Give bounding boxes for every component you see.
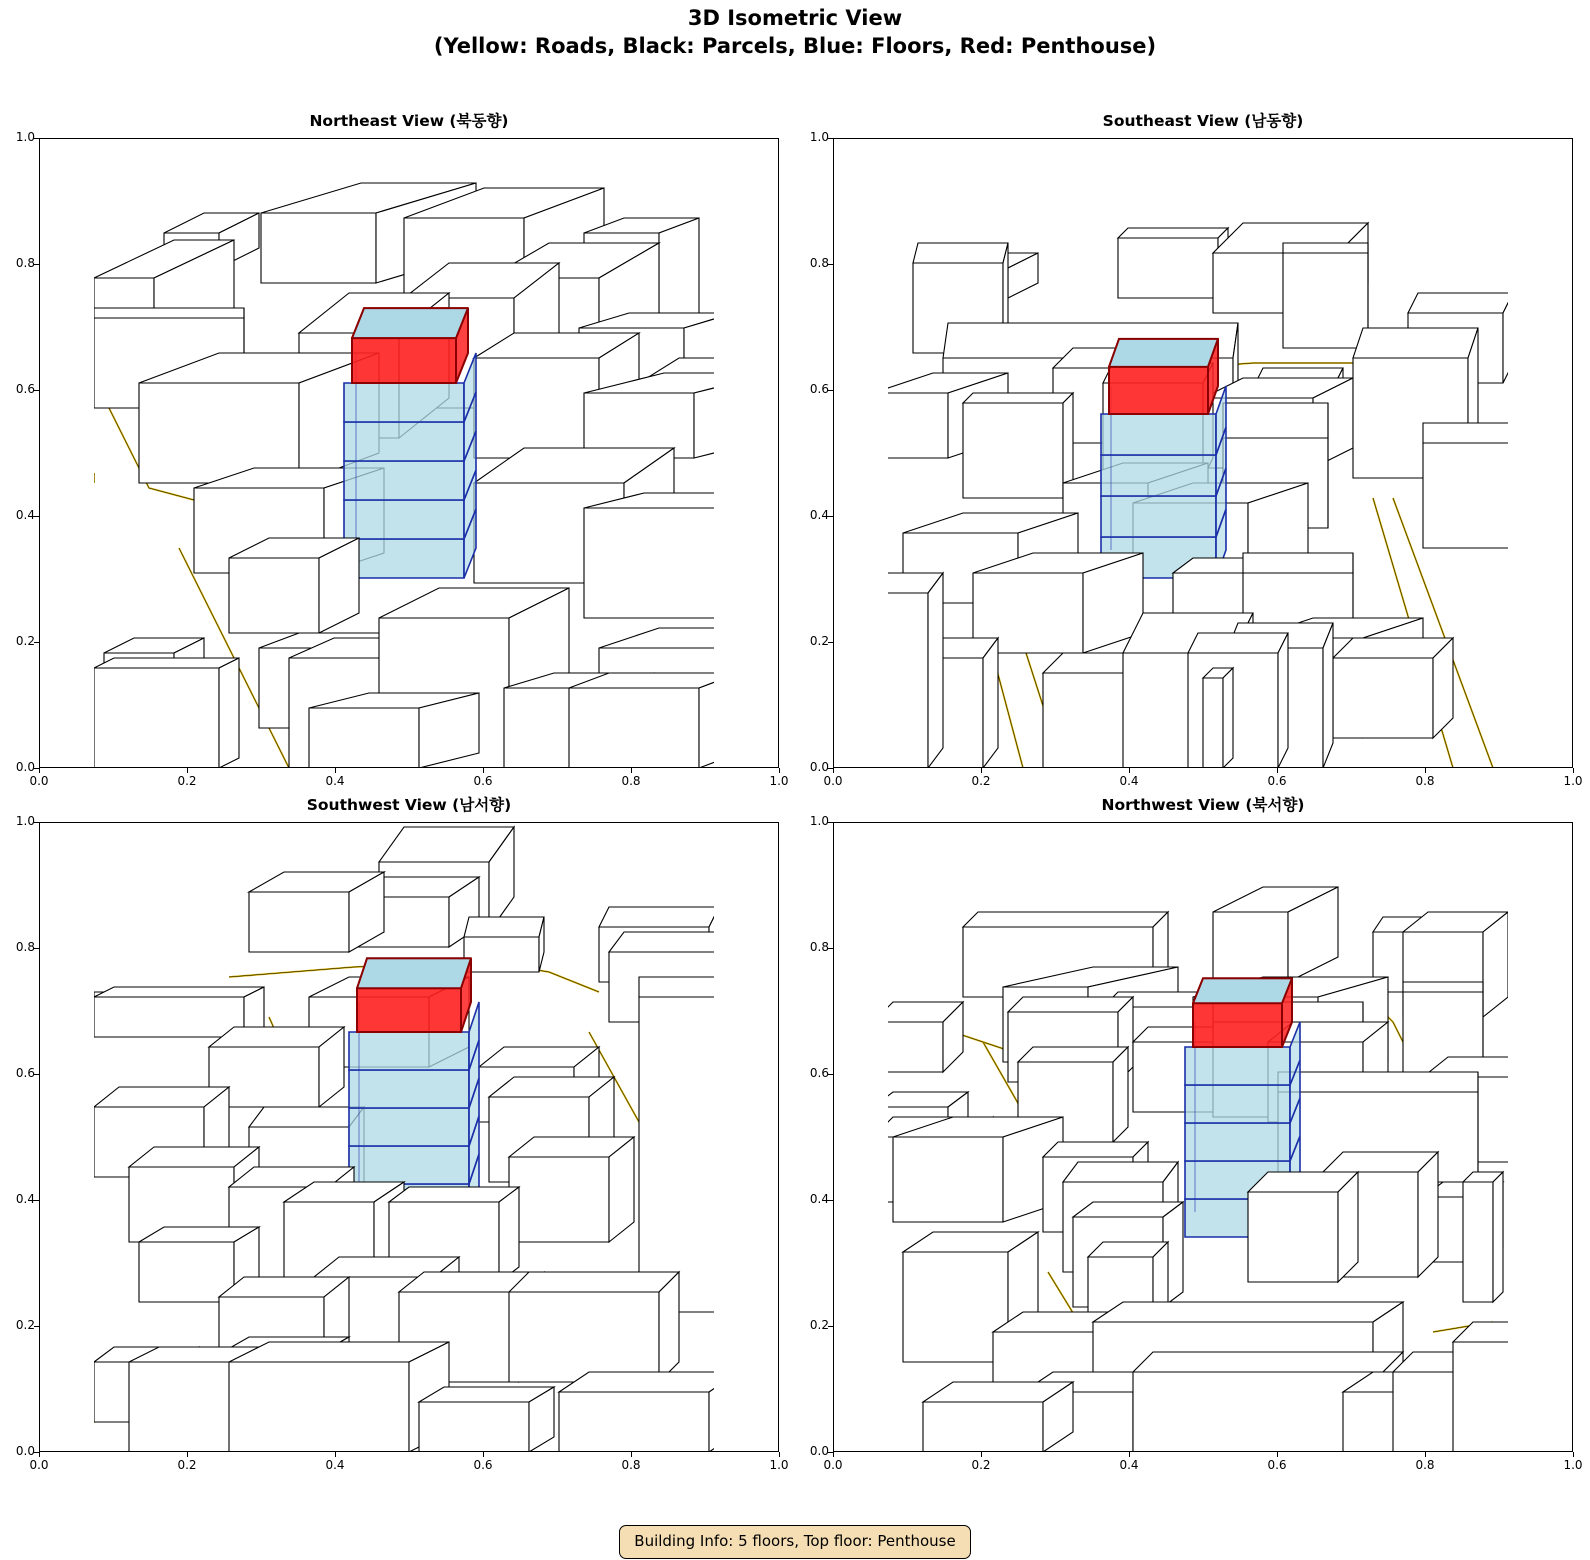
x-tick-mark [1129, 1452, 1130, 1457]
panel-title: Southeast View (남동향) [1102, 112, 1304, 130]
x-tick-label: 1.0 [769, 1458, 789, 1472]
y-tick-label: 0.6 [15, 382, 35, 396]
x-tick-label: 1.0 [1563, 774, 1583, 788]
x-tick-label: 0.2 [177, 1458, 197, 1472]
x-tick-label: 0.2 [971, 1458, 991, 1472]
x-tick-label: 0.0 [823, 774, 843, 788]
x-tick-label: 0.2 [177, 774, 197, 788]
panel-southeast-view [809, 112, 1583, 788]
x-tick-mark [1277, 1452, 1278, 1457]
x-tick-label: 0.8 [1415, 774, 1435, 788]
y-tick-label: 0.6 [15, 1066, 35, 1080]
x-tick-label: 0.8 [1415, 1458, 1435, 1472]
axes-frame [833, 822, 1573, 1452]
x-tick-label: 0.0 [29, 774, 49, 788]
y-tick-label: 0.2 [809, 1318, 829, 1332]
y-tick-label: 0.6 [809, 382, 829, 396]
x-tick-mark [833, 1452, 834, 1457]
axes-frame [39, 138, 779, 768]
axes-frame [833, 138, 1573, 768]
panel-northeast-view [15, 112, 789, 788]
x-tick-mark [1573, 1452, 1574, 1457]
x-tick-label: 1.0 [769, 774, 789, 788]
x-tick-mark [1573, 768, 1574, 773]
y-tick-label: 0.0 [809, 760, 829, 774]
panel-southwest-view [15, 796, 789, 1472]
panel-northwest-view [809, 796, 1583, 1472]
x-tick-label: 0.4 [1119, 774, 1139, 788]
y-tick-label: 0.4 [15, 508, 35, 522]
y-tick-label: 0.0 [15, 1444, 35, 1458]
x-tick-mark [833, 768, 834, 773]
x-tick-mark [1425, 768, 1426, 773]
y-tick-label: 0.0 [809, 1444, 829, 1458]
x-tick-mark [187, 1452, 188, 1457]
x-tick-label: 0.2 [971, 774, 991, 788]
y-tick-label: 0.4 [809, 508, 829, 522]
x-tick-mark [981, 1452, 982, 1457]
axes-frame [39, 822, 779, 1452]
x-tick-mark [483, 1452, 484, 1457]
x-tick-mark [39, 1452, 40, 1457]
x-tick-mark [631, 768, 632, 773]
x-tick-label: 1.0 [1563, 1458, 1583, 1472]
y-tick-label: 1.0 [15, 814, 35, 828]
x-tick-mark [1277, 768, 1278, 773]
x-tick-label: 0.6 [473, 774, 493, 788]
y-tick-label: 0.8 [809, 256, 829, 270]
x-tick-label: 0.0 [823, 1458, 843, 1472]
y-tick-label: 0.8 [809, 940, 829, 954]
y-tick-label: 0.6 [809, 1066, 829, 1080]
x-tick-mark [1425, 1452, 1426, 1457]
y-tick-label: 0.2 [15, 634, 35, 648]
y-tick-label: 0.4 [15, 1192, 35, 1206]
y-tick-label: 0.2 [15, 1318, 35, 1332]
x-tick-label: 0.4 [325, 774, 345, 788]
x-tick-label: 0.8 [621, 1458, 641, 1472]
y-tick-label: 0.8 [15, 940, 35, 954]
x-tick-mark [483, 768, 484, 773]
x-tick-mark [779, 768, 780, 773]
x-tick-mark [1129, 768, 1130, 773]
y-tick-label: 1.0 [809, 130, 829, 144]
x-tick-label: 0.6 [1267, 774, 1287, 788]
panel-title: Northeast View (북동향) [309, 112, 509, 130]
x-tick-mark [187, 768, 188, 773]
y-tick-label: 0.4 [809, 1192, 829, 1206]
y-tick-label: 0.8 [15, 256, 35, 270]
x-tick-label: 0.4 [1119, 1458, 1139, 1472]
x-tick-label: 0.6 [1267, 1458, 1287, 1472]
y-tick-label: 0.0 [15, 760, 35, 774]
building-info-box: Building Info: 5 floors, Top floor: Penthouse [619, 1525, 971, 1559]
y-tick-label: 1.0 [809, 814, 829, 828]
x-tick-mark [39, 768, 40, 773]
x-tick-label: 0.4 [325, 1458, 345, 1472]
x-tick-mark [981, 768, 982, 773]
x-tick-label: 0.8 [621, 774, 641, 788]
x-tick-mark [631, 1452, 632, 1457]
y-tick-label: 1.0 [15, 130, 35, 144]
panel-title: Southwest View (남서향) [306, 796, 512, 814]
panel-title: Northwest View (북서향) [1101, 796, 1305, 814]
y-tick-label: 0.2 [809, 634, 829, 648]
x-tick-mark [335, 768, 336, 773]
figure-subtitle: (Yellow: Roads, Black: Parcels, Blue: Floors, Red: Penthouse) [433, 34, 1157, 58]
x-tick-label: 0.6 [473, 1458, 493, 1472]
x-tick-mark [779, 1452, 780, 1457]
x-tick-mark [335, 1452, 336, 1457]
x-tick-label: 0.0 [29, 1458, 49, 1472]
figure-title: 3D Isometric View [687, 6, 903, 30]
